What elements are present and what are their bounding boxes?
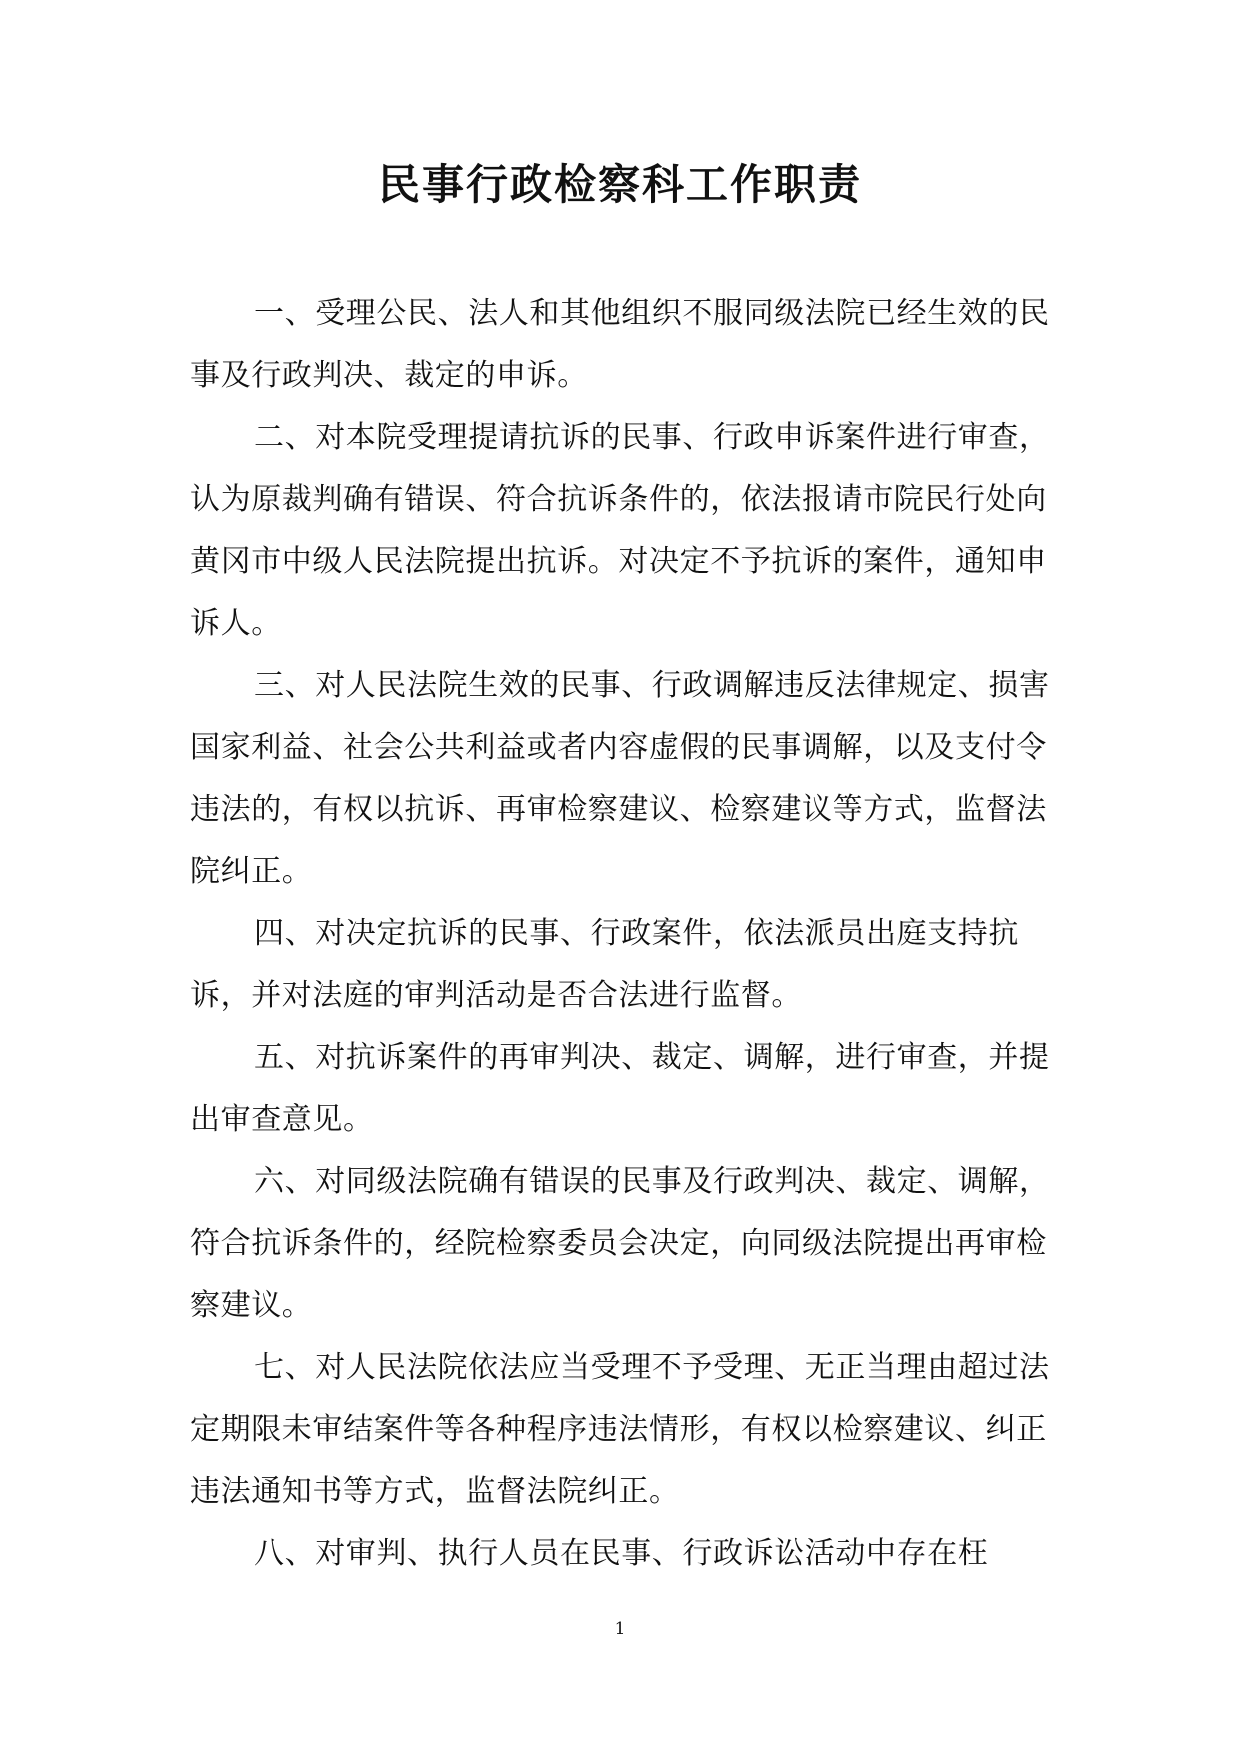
paragraph-8: 八、对审判、执行人员在民事、行政诉讼活动中存在枉	[254, 1536, 989, 1571]
document-title: 民事行政检察科工作职责	[377, 160, 862, 209]
paragraph-1: 一、受理公民、法人和其他组织不服同级法院已经生效的民事及行政判决、裁定的申诉。	[190, 296, 1050, 393]
paragraph-3: 三、对人民法院生效的民事、行政调解违反法律规定、损害国家利益、社会公共利益或者内容虚假的民事调解，以及支付令违法的，有权以抗诉、再审检察建议、检察建议等方式，监督法院纠正。	[190, 668, 1050, 889]
paragraph-4: 四、对决定抗诉的民事、行政案件，依法派员出庭支持抗诉，并对法庭的审判活动是否合法进行监督。	[190, 916, 1019, 1013]
page-number: 1	[614, 1619, 626, 1639]
paragraph-2: 二、对本院受理提请抗诉的民事、行政申诉案件进行审查，认为原裁判确有错误、符合抗诉条件的，依法报请市院民行处向黄冈市中级人民法院提出抗诉。对决定不予抗诉的案件，通知申诉人。	[190, 420, 1050, 641]
document-body	[190, 283, 1050, 1585]
paragraph-5: 五、对抗诉案件的再审判决、裁定、调解，进行审查，并提出审查意见。	[190, 1040, 1050, 1137]
paragraph-6: 六、对同级法院确有错误的民事及行政判决、裁定、调解，符合抗诉条件的，经院检察委员会决定，向同级法院提出再审检察建议。	[190, 1164, 1050, 1323]
paragraph-7: 七、对人民法院依法应当受理不予受理、无正当理由超过法定期限未审结案件等各种程序违法情形，有权以检察建议、纠正违法通知书等方式，监督法院纠正。	[190, 1350, 1050, 1509]
